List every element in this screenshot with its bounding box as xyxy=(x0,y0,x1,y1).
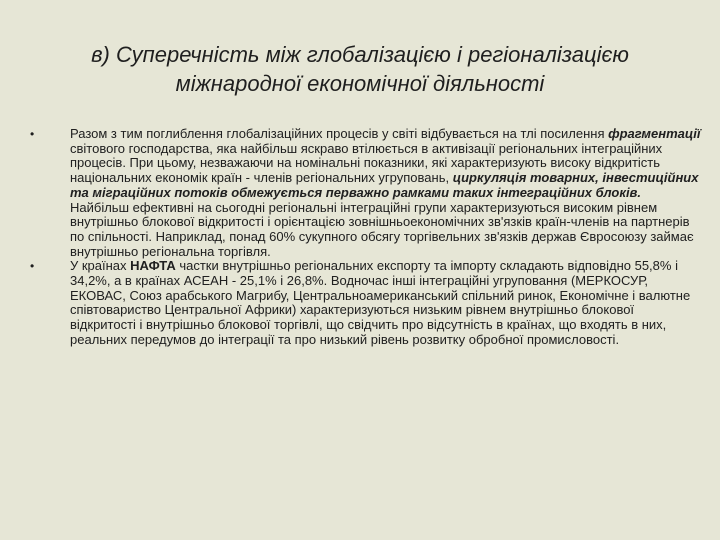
emphasis-circulation: циркуляція товарних, інвестиційних та міграційних потоків обмежується перважно рамками таких інтеграційних блоків. xyxy=(70,170,699,200)
slide-title-line-2: міжнародної економічної діяльності xyxy=(175,71,545,96)
bullet-paragraph-1-continued: Найбільш ефективні на сьогодні регіональні інтеграційні групи характеризуються високим рівнем внутрішньо блокової відкритості і орієнтацією зовнішньоекономічних зв'язків країн-членів на партнерів по спільності. Наприклад, понад 60% сукупного обсягу торгівельних зв'язків держав Євросоюзу займає внутрішньо регіональна торгівля. xyxy=(70,199,694,259)
bullet-item-nafta xyxy=(30,259,702,347)
bullet-paragraph-2 xyxy=(70,259,702,347)
bold-nafta: НАФТА xyxy=(130,258,176,274)
slide-title xyxy=(40,40,680,98)
bullet-list xyxy=(30,127,702,348)
bullet-marker: • xyxy=(30,127,35,141)
bullet-text-segment: частки внутрішньо регіональних експорту та імпорту складають відповідно 55,8% і 34,2%, а в країнах АСЕАН - 25,1% і 26,8%. Водночас інші інтеграційні угруповання (МЕРКОСУР, ЕКОВАС, Союз арабського Магрибу, Центральноамериканський спільний ринок, Економічне і валютне співтовариство Центральної Африки) характеризуються низьким рівнем внутрішньо блокової відкритості і внутрішньо блокової торгівлі, що свідчить про відсутність в країнах, що входять в них, реальних передумов до інтеграції та про низький рівень розвитку обробної промисловості. xyxy=(70,258,691,347)
slide-title-line-1: в) Суперечність між глобалізацією і регіоналізацією xyxy=(91,42,629,67)
bullet-text-segment: світового господарства, яка найбільш яскраво втілюється в активізації регіональних інтеграційних процесів. При цьому, незважаючи на номінальні показники, які характеризують високу відкритість національних економік країн - членів регіональних угруповань, xyxy=(70,140,663,186)
bullet-paragraph-1 xyxy=(70,127,702,201)
bullet-text-segment: У країнах xyxy=(70,258,131,274)
bullet-marker: • xyxy=(30,259,35,274)
bullet-text-segment: Разом з тим поглиблення глобалізаційних процесів у світі відбувається на тлі посилення xyxy=(70,126,609,141)
emphasis-fragmentation: фрагментації xyxy=(608,126,701,141)
bullet-item-integration xyxy=(30,127,702,259)
